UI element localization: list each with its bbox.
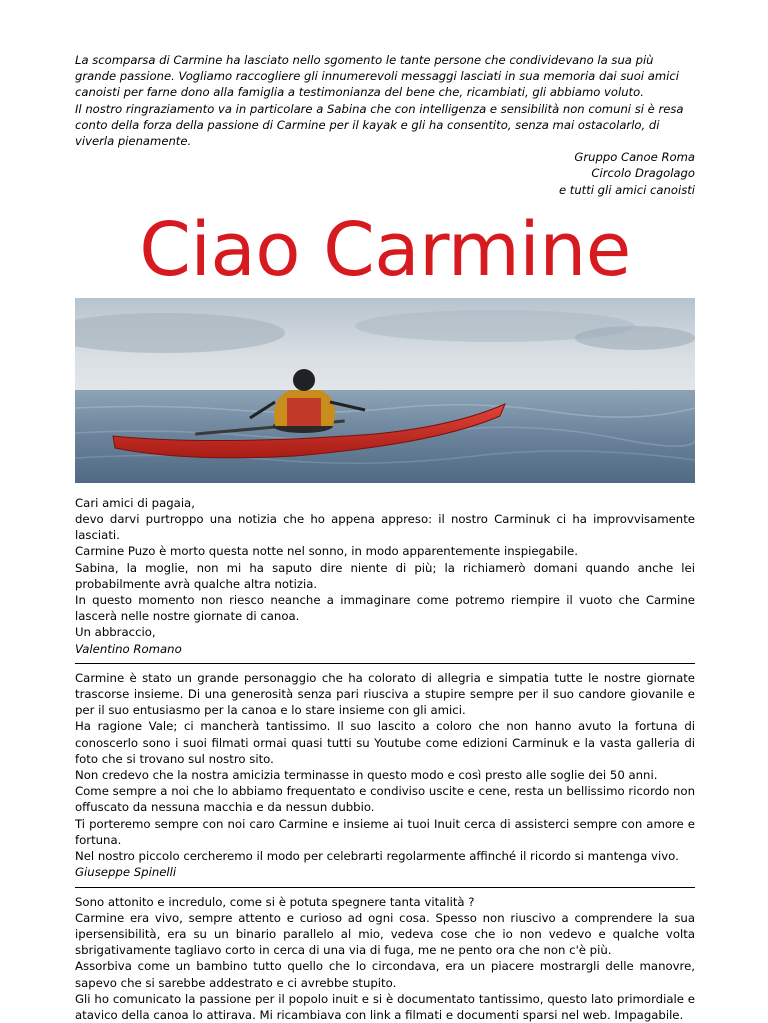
message-author: Valentino Romano [75,641,695,657]
intro-paragraph: La scomparsa di Carmine ha lasciato nello sgomento le tante persone che condividevano la sua più grande passione. Vogliamo raccogliere gli innumerevoli messaggi lasciati in sua memoria dai suoi amici canoisti per farne dono alla famiglia a testimonianza del bene che, ricambiati, gli abbiamo voluto. [75,52,695,101]
message-line: Carmine era vivo, sempre attento e curioso ad ogni cosa. Spesso non riuscivo a comprendere la sua ipersensibilità, era su un binario parallelo al mio, vedeva cose che io non vedevo e qualche volta sbrigativamente tagliavo corto in cerca di una via di fuga, me ne pento ora che non c'è più. [75,910,695,959]
signature-line: Circolo Dragolago [75,165,695,181]
message-line: Carmine Puzo è morto questa notte nel sonno, in modo apparentemente inspiegabile. [75,543,695,559]
messages-section [75,495,695,1023]
message-line: Nel nostro piccolo cercheremo il modo per celebrarti regolarmente affinché il ricordo si mantenga vivo. [75,848,695,864]
message-block [75,495,695,657]
message-line: Assorbiva come un bambino tutto quello che lo circondava, era un piacere mostrargli delle manovre, sapevo che si sarebbe addestrato e ci avrebbe stupito. [75,958,695,990]
message-block [75,670,695,881]
message-line: Sono attonito e incredulo, come si è potuta spegnere tanta vitalità ? [75,894,695,910]
message-line: Non credevo che la nostra amicizia terminasse in questo modo e così presto alle soglie dei 50 anni. [75,767,695,783]
message-line: Come sempre a noi che lo abbiamo frequentato e condiviso uscite e cene, resta un bellissimo ricordo non offuscato da nessuna macchia e da nessun dubbio. [75,783,695,815]
divider [75,663,695,664]
message-author: Giuseppe Spinelli [75,864,695,880]
signature-line: Gruppo Canoe Roma [75,149,695,165]
message-line: Gli ho comunicato la passione per il popolo inuit e si è documentato tantissimo, questo lato primordiale e atavico della canoa lo attirava. Mi ricambiava con link a filmati e documenti sparsi nel web. Impagabile. [75,991,695,1023]
signature-line: e tutti gli amici canoisti [75,182,695,198]
intro-section [75,52,695,149]
message-line: Sabina, la moglie, non mi ha saputo dire niente di più; la richiamerò domani quando anche lei probabilmente avrà qualche altra notizia. [75,560,695,592]
message-line: Ha ragione Vale; ci mancherà tantissimo. Il suo lascito a coloro che non hanno avuto la fortuna di conoscerlo sono i suoi filmati ormai quasi tutti su Youtube come edizioni Carminuk e la vasta galleria di foto che si trovano sul nostro sito. [75,718,695,767]
message-block [75,894,695,1023]
divider [75,887,695,888]
message-line: Un abbraccio, [75,624,695,640]
message-line: devo darvi purtroppo una notizia che ho appena appreso: il nostro Carminuk ci ha improvvisamente lasciati. [75,511,695,543]
message-line: Ti porteremo sempre con noi caro Carmine e insieme ai tuoi Inuit cerca di assisterci sempre con amore e fortuna. [75,816,695,848]
message-line: Carmine è stato un grande personaggio che ha colorato di allegria e simpatia tutte le nostre giornate trascorse insieme. Di una generosità senza pari riusciva a stupire sempre per il suo candore giovanile e per il suo entusiasmo per la canoa e lo stare insieme con gli amici. [75,670,695,719]
intro-paragraph: Il nostro ringraziamento va in particolare a Sabina che con intelligenza e sensibilità non comuni si è resa conto della forza della passione di Carmine per il kayak e gli ha consentito, senza mai ostacolarlo, di viverla pienamente. [75,101,695,150]
message-line: Cari amici di pagaia, [75,495,695,511]
message-line: In questo momento non riesco neanche a immaginare come potremo riempire il vuoto che Carmine lascerà nelle nostre giornate di canoa. [75,592,695,624]
kayak-photo [75,298,695,483]
page-title: Ciao Carmine [75,204,695,296]
document-page [75,52,695,1023]
signature-block [75,149,695,198]
